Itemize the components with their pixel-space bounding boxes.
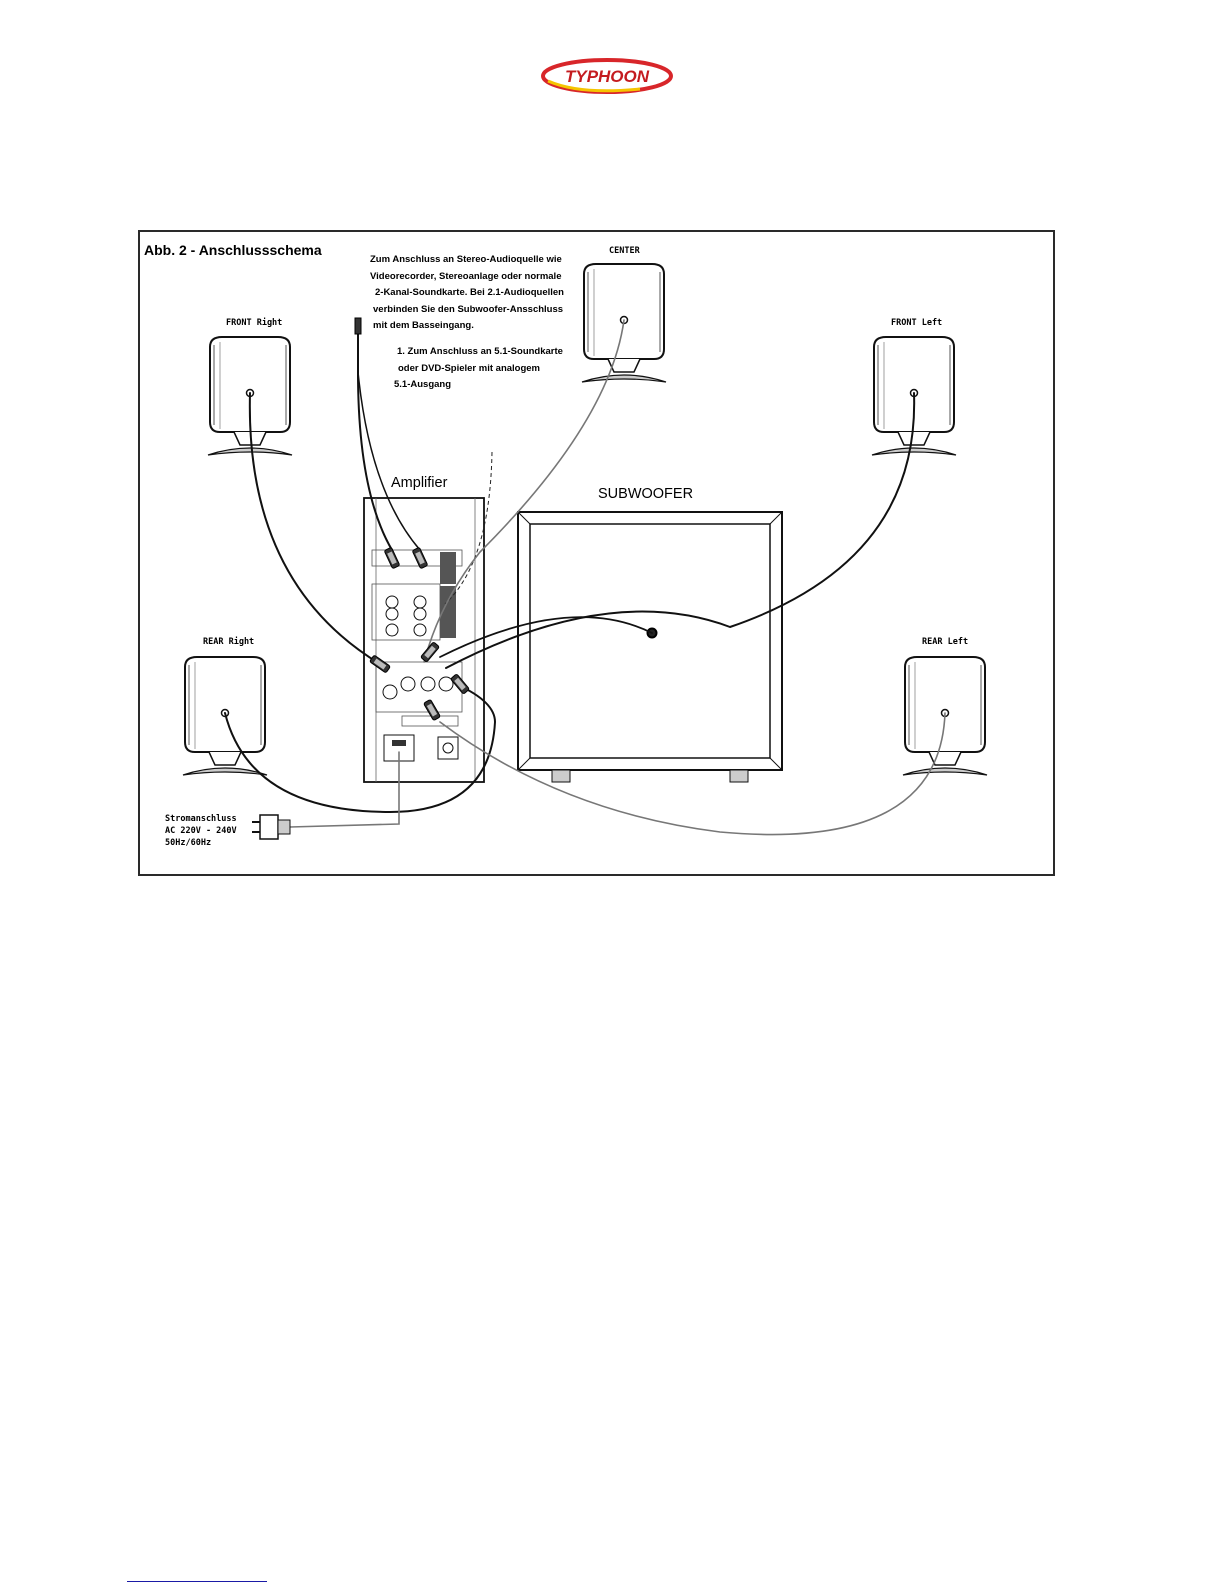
footer-link-underline <box>127 1581 267 1582</box>
surround-note-line: 5.1-Ausgang <box>394 379 452 390</box>
subwoofer <box>518 512 782 782</box>
surround-note-line: 1. Zum Anschluss an 5.1-Soundkarte <box>397 346 563 357</box>
amplifier <box>364 498 484 782</box>
power-note <box>165 813 237 849</box>
diagram-title: Abb. 2 - Anschlussschema <box>144 242 322 258</box>
stereo-note <box>370 252 564 335</box>
surround-note-line: oder DVD-Spieler mit analogem <box>398 362 541 374</box>
power-note-line: 50Hz/60Hz <box>165 838 212 848</box>
subwoofer-label: SUBWOOFER <box>598 486 694 502</box>
logo-text: TYPHOON <box>564 67 650 86</box>
front-left-label: FRONT Left <box>891 318 943 328</box>
connection-diagram <box>138 230 1055 876</box>
amplifier-label: Amplifier <box>391 475 448 491</box>
stereo-note-line: verbinden Sie den Subwoofer-Ansschluss <box>373 303 564 315</box>
stereo-note-line: mit dem Basseingang. <box>373 320 474 331</box>
diagram-drawing <box>140 232 1053 874</box>
center-label: CENTER <box>609 246 640 256</box>
surround-note <box>394 344 563 394</box>
rear-left-label: REAR Left <box>922 637 969 647</box>
stereo-note-line: 2-Kanal-Soundkarte. Bei 2.1-Audioquellen <box>375 287 564 298</box>
front-right-label: FRONT Right <box>226 318 283 328</box>
rear-right-label: REAR Right <box>203 637 255 647</box>
typhoon-logo <box>540 55 675 97</box>
stereo-note-line: Videorecorder, Stereoanlage oder normale <box>370 270 562 282</box>
stereo-note-line: Zum Anschluss an Stereo-Audioquelle wie <box>370 254 562 265</box>
power-note-line: AC 220V - 240V <box>165 826 237 836</box>
power-note-line: Stromanschluss <box>165 814 237 824</box>
